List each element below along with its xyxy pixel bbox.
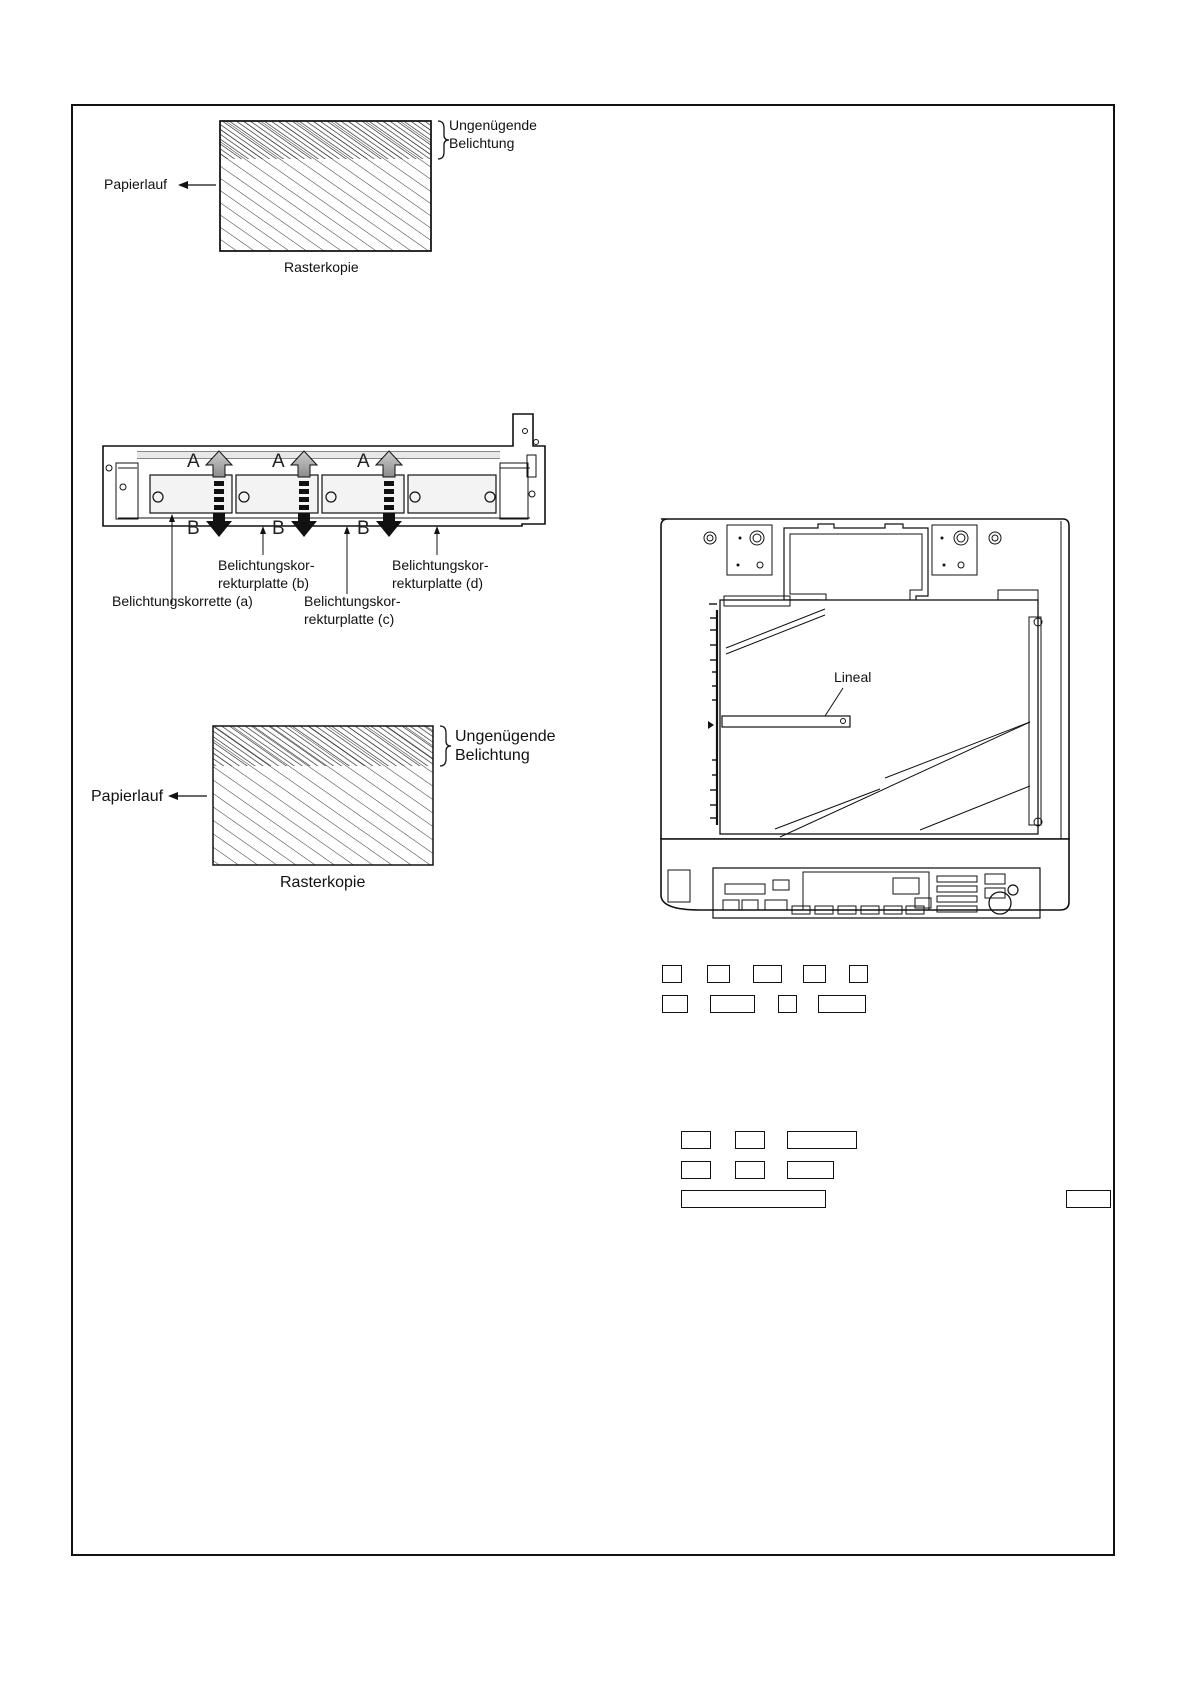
plate-c-label-2: rekturplatte (c) (304, 611, 395, 627)
key-box (787, 1131, 857, 1149)
raster-copy-caption: Rasterkopie (280, 874, 366, 891)
key-box (681, 1131, 711, 1149)
under-exposure-label-1: Ungenügende (455, 728, 556, 745)
direction-letter-a-2: A (272, 451, 285, 472)
key-box (735, 1161, 765, 1179)
raster-copy-caption: Rasterkopie (284, 259, 359, 275)
plate-b-label-2: rekturplatte (b) (218, 575, 310, 591)
key-box (753, 965, 782, 983)
direction-letter-b-3: B (357, 518, 370, 539)
direction-letter-b-1: B (187, 518, 200, 539)
plate-d-label-2: rekturplatte (d) (392, 575, 484, 591)
key-box (681, 1161, 711, 1179)
key-box (803, 965, 826, 983)
plate-d-label-1: Belichtungskor- (392, 557, 489, 573)
key-box (849, 965, 868, 983)
under-exposure-label-1: Ungenügende (449, 117, 537, 133)
key-box (710, 995, 755, 1013)
key-box (818, 995, 866, 1013)
plate-b-label-1: Belichtungskor- (218, 557, 315, 573)
under-exposure-label-2: Belichtung (449, 135, 515, 151)
key-box (735, 1131, 765, 1149)
under-exposure-label-2: Belichtung (455, 747, 530, 764)
key-box (707, 965, 730, 983)
key-box (778, 995, 797, 1013)
paper-path-label: Papierlauf (104, 176, 168, 192)
key-box (787, 1161, 834, 1179)
direction-letter-a-3: A (357, 451, 370, 472)
paper-path-label: Papierlauf (91, 788, 164, 805)
key-box (662, 995, 688, 1013)
direction-letter-a-1: A (187, 451, 200, 472)
ruler-label: Lineal (834, 669, 872, 685)
direction-letter-b-2: B (272, 518, 285, 539)
key-box (662, 965, 682, 983)
plate-c-label-1: Belichtungskor- (304, 593, 401, 609)
key-box (681, 1190, 826, 1208)
key-box (1066, 1190, 1111, 1208)
plate-a-label: Belichtungskorrette (a) (112, 593, 253, 609)
